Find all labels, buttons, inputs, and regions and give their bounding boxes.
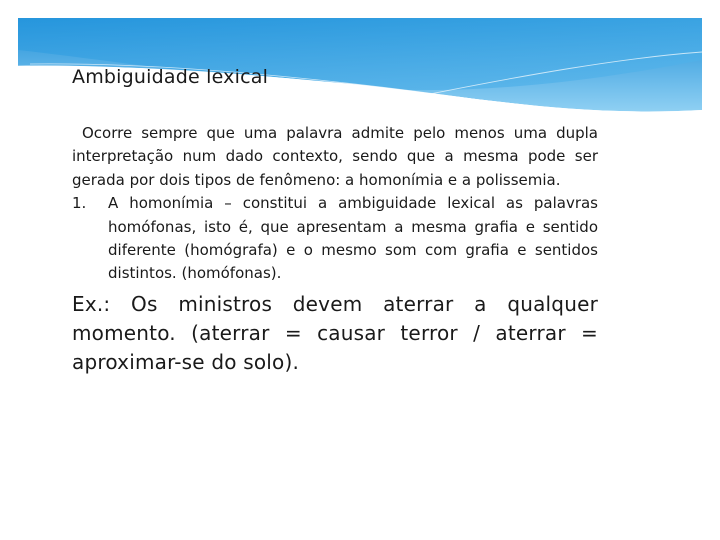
header-wave-decoration bbox=[0, 0, 720, 130]
list-item bbox=[72, 192, 598, 286]
intro-text: Ocorre sempre que uma palavra admite pelo menos uma dupla interpretação num dado contexto, sendo que a mesma pode ser gerada por dois tipos de fenômeno: a homonímia e a polissemia. bbox=[72, 124, 598, 189]
intro-paragraph bbox=[72, 122, 598, 192]
slide-body bbox=[72, 122, 598, 377]
numbered-list bbox=[72, 192, 598, 286]
list-item-number: 1. bbox=[72, 194, 87, 213]
example-paragraph: Ex.: Os ministros devem aterrar a qualquer momento. (aterrar = causar terror / aterrar = aproximar-se do solo). bbox=[72, 291, 598, 374]
slide-title: Ambiguidade lexical bbox=[72, 66, 269, 88]
list-item-text: A homonímia – constitui a ambiguidade lexical as palavras homófonas, isto é, que apresentam a mesma grafia e sentido diferente (homógrafa) e o mesmo som com grafia e sentidos distintos. (homófonas). bbox=[108, 194, 598, 283]
